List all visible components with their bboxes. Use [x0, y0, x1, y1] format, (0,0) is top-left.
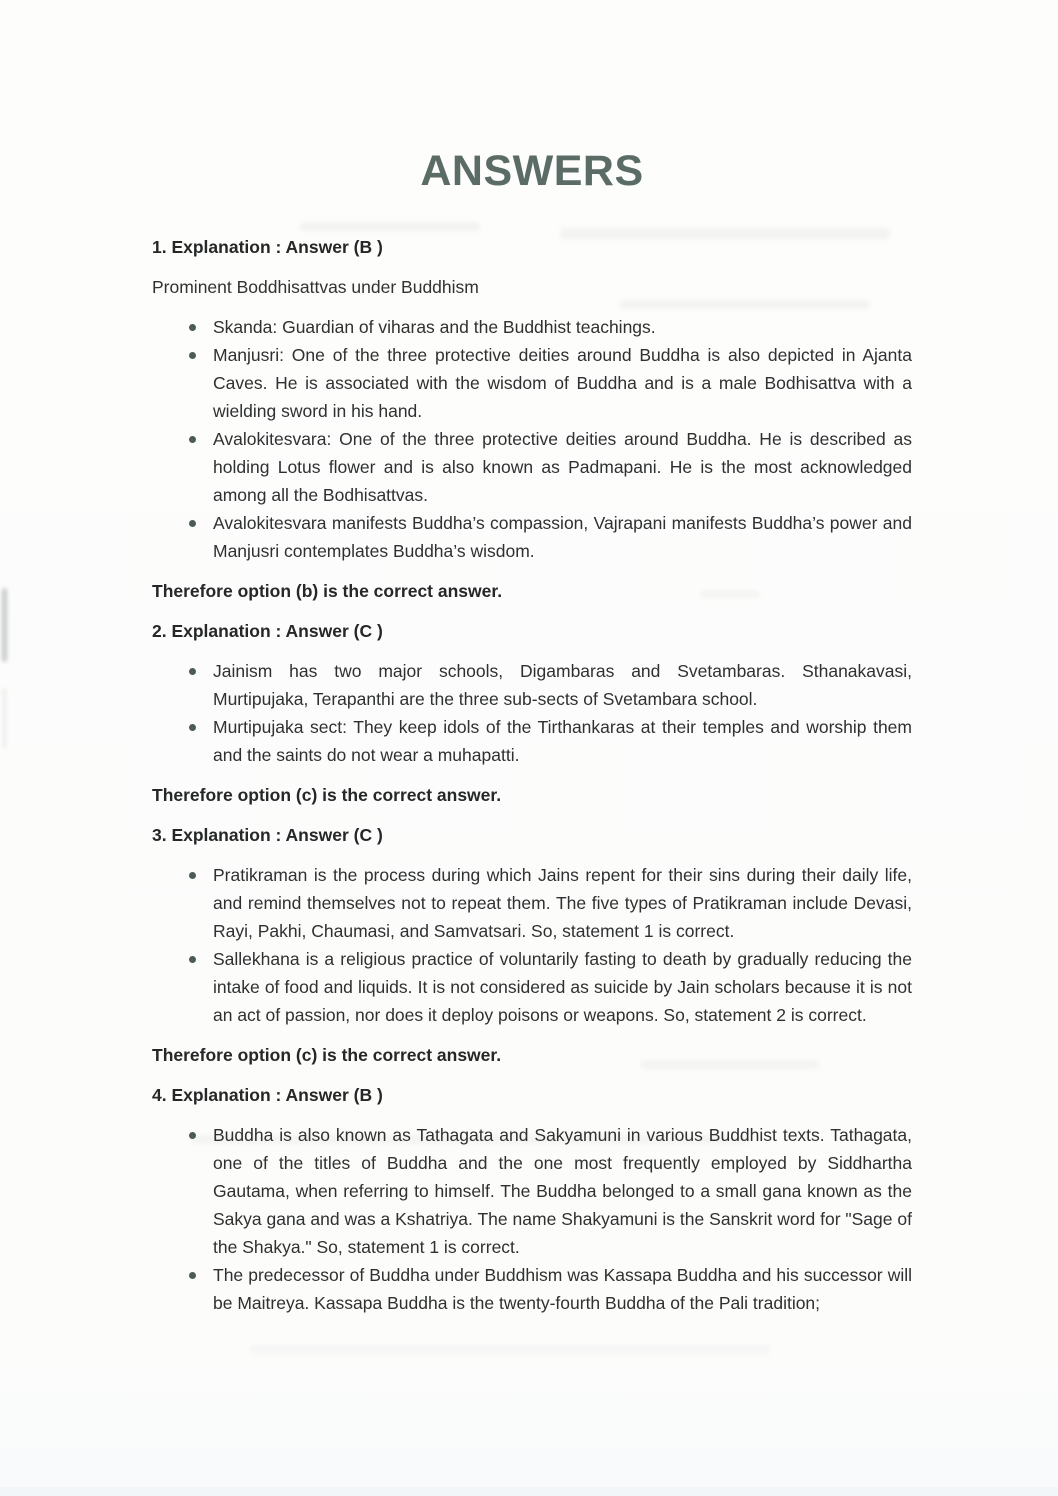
answer-section-1 — [152, 233, 912, 605]
list-item — [189, 657, 912, 713]
list-item — [189, 341, 912, 425]
scan-smudge-artifact — [3, 688, 6, 748]
list-item — [189, 425, 912, 509]
list-item-text: Avalokitesvara: One of the three protective deities around Buddha. He is described as holding Lotus flower and is also known as Padmapani. He is the most acknowledged among all the Bodhisattvas. — [213, 429, 912, 505]
list-item — [189, 1121, 912, 1261]
section-3-conclusion: Therefore option (c) is the correct answer. — [152, 1045, 502, 1065]
page-title: ANSWERS — [420, 147, 644, 195]
list-item-text: Buddha is also known as Tathagata and Sakyamuni in various Buddhist texts. Tathagata, one of the titles of Buddha and the one most frequently employed by Siddhartha Gautama, when referring to himself. The Buddha belonged to a small gana known as the Sakya gana and was a Kshatriya. The name Shakyamuni is the Sanskrit word for "Sage of the Shakya." So, statement 1 is correct. — [213, 1125, 912, 1257]
list-item — [189, 861, 912, 945]
section-1-heading: 1. Explanation : Answer (B ) — [152, 237, 383, 257]
list-item-text: Jainism has two major schools, Digambaras and Svetambaras. Sthanakavasi, Murtipujaka, Terapanthi are the three sub-sects of Svetambara school. — [213, 661, 912, 709]
scan-edge-artifact — [0, 1487, 1058, 1496]
bullet-icon — [189, 324, 196, 331]
list-item — [189, 313, 912, 341]
section-3-bullet-list — [152, 861, 912, 1029]
answer-section-4 — [152, 1081, 912, 1317]
list-item-text: Avalokitesvara manifests Buddha’s compassion, Vajrapani manifests Buddha’s power and Manjusri contemplates Buddha’s wisdom. — [213, 513, 912, 561]
document-page — [152, 148, 912, 1329]
scan-ghost-artifact — [250, 1345, 770, 1354]
bullet-icon — [189, 520, 196, 527]
bullet-icon — [189, 1132, 196, 1139]
bullet-icon — [189, 668, 196, 675]
section-3-heading: 3. Explanation : Answer (C ) — [152, 825, 383, 845]
section-4-heading: 4. Explanation : Answer (B ) — [152, 1085, 383, 1105]
bullet-icon — [189, 872, 196, 879]
answer-section-2 — [152, 617, 912, 809]
list-item-text: Murtipujaka sect: They keep idols of the Tirthankaras at their temples and worship them and the saints do not wear a muhapatti. — [213, 717, 912, 765]
list-item-text: Sallekhana is a religious practice of voluntarily fasting to death by gradually reducing the intake of food and liquids. It is not considered as suicide by Jain scholars because it is not an act of passion, nor does it deploy poisons or weapons. So, statement 2 is correct. — [213, 949, 912, 1025]
list-item-text: Pratikraman is the process during which Jains repent for their sins during their daily life, and remind themselves not to repeat them. The five types of Pratikraman include Devasi, Rayi, Pakhi, Chaumasi, and Samvatsari. So, statement 1 is correct. — [213, 865, 912, 941]
list-item-text: Skanda: Guardian of viharas and the Buddhist teachings. — [213, 317, 656, 337]
list-item — [189, 945, 912, 1029]
section-2-bullet-list — [152, 657, 912, 769]
section-2-heading: 2. Explanation : Answer (C ) — [152, 621, 383, 641]
bullet-icon — [189, 724, 196, 731]
list-item-text: The predecessor of Buddha under Buddhism was Kassapa Buddha and his successor will be Maitreya. Kassapa Buddha is the twenty-fourth Buddha of the Pali tradition; — [213, 1265, 912, 1313]
section-4-bullet-list — [152, 1121, 912, 1317]
list-item — [189, 713, 912, 769]
list-item — [189, 509, 912, 565]
section-2-conclusion: Therefore option (c) is the correct answer. — [152, 785, 502, 805]
answer-section-3 — [152, 821, 912, 1069]
section-1-bullet-list — [152, 313, 912, 565]
section-1-intro: Prominent Boddhisattvas under Buddhism — [152, 277, 479, 297]
bullet-icon — [189, 956, 196, 963]
bullet-icon — [189, 436, 196, 443]
bullet-icon — [189, 352, 196, 359]
list-item — [189, 1261, 912, 1317]
list-item-text: Manjusri: One of the three protective deities around Buddha is also depicted in Ajanta Caves. He is associated with the wisdom of Buddha and is a male Bodhisattva with a wielding sword in his hand. — [213, 345, 912, 421]
bullet-icon — [189, 1272, 196, 1279]
section-1-conclusion: Therefore option (b) is the correct answer. — [152, 581, 503, 601]
scan-smudge-artifact — [2, 588, 7, 662]
